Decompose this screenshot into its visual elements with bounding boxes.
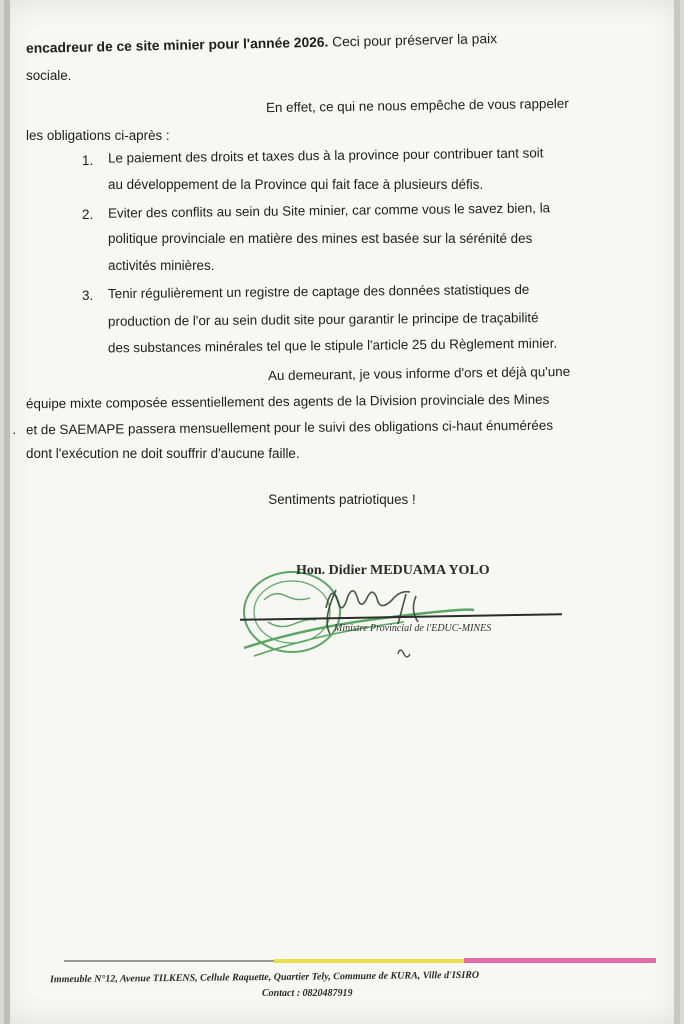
obligation-3-line-2: production de l'or au sein dudit site pour garantir le principe de traçabilité [107,310,539,329]
para3-line-2: équipe mixte composée essentiellement des agents de la Division provinciale des Mines [25,391,550,412]
para3-line-3: et de SAEMAPE passera mensuellement pour le suivi des obligations ci-haut énumérées [25,417,554,438]
obligation-1-line-2: au développement de la Province qui fait face à plusieurs défis. [108,177,484,192]
footer-contact: Contact : 0820487919 [262,988,353,999]
page-edge-left [4,0,10,1024]
initial-mark-icon [398,650,410,657]
obligation-3-line-3: des substances minérales tel que le stipule l'article 25 du Règlement minier. [107,335,558,356]
margin-tick: · [12,424,17,440]
intro-line-1-bold: encadreur de ce site minier pour l'année 2026. [25,34,329,56]
signer-title: Ministre Provincial de l'EDUC-MINES [334,623,492,634]
obligation-2-number: 2. [82,207,94,222]
signer-name: Hon. Didier MEDUAMA YOLO [296,563,490,578]
page-edge-right [674,0,680,1024]
footer-color-bar [64,958,656,964]
para3-line-4: dont l'exécution ne doit souffrir d'aucune faille. [26,446,300,461]
obligation-2-line-3: activités minières. [108,258,215,273]
intro-line-1-rest: Ceci pour préserver la paix [328,31,498,50]
stamp-seal-icon [244,572,474,656]
obligation-1-line-1: Le paiement des droits et taxes dus à la province pour contribuer tant soit [107,145,544,166]
letter-page [4,0,680,1024]
intro-line-1 [26,31,497,56]
obligation-1-number: 1. [82,153,94,168]
footer-address: Immeuble N°12, Avenue TILKENS, Cellule Raquette, Quartier Tely, Commune de KURA, Ville d'ISIRO [49,969,480,986]
para3-line-1: Au demeurant, je vous informe d'ors et déjà qu'une [267,363,571,384]
intro-line-2: sociale. [26,68,72,83]
closing-salutation: Sentiments patriotiques ! [268,492,416,507]
obligation-3-line-1: Tenir régulièrement un registre de captage des données statistiques de [107,281,530,302]
para2-line-2: les obligations ci-après : [26,128,170,143]
para2-line-1: En effet, ce qui ne nous empêche de vous rappeler [265,95,569,116]
obligation-2-line-1: Eviter des conflits au sein du Site minier, car comme vous le savez bien, la [107,200,551,221]
obligation-3-number: 3. [82,288,94,303]
obligation-2-line-2: politique provinciale en matière des mines est basée sur la sérénité des [108,231,533,246]
